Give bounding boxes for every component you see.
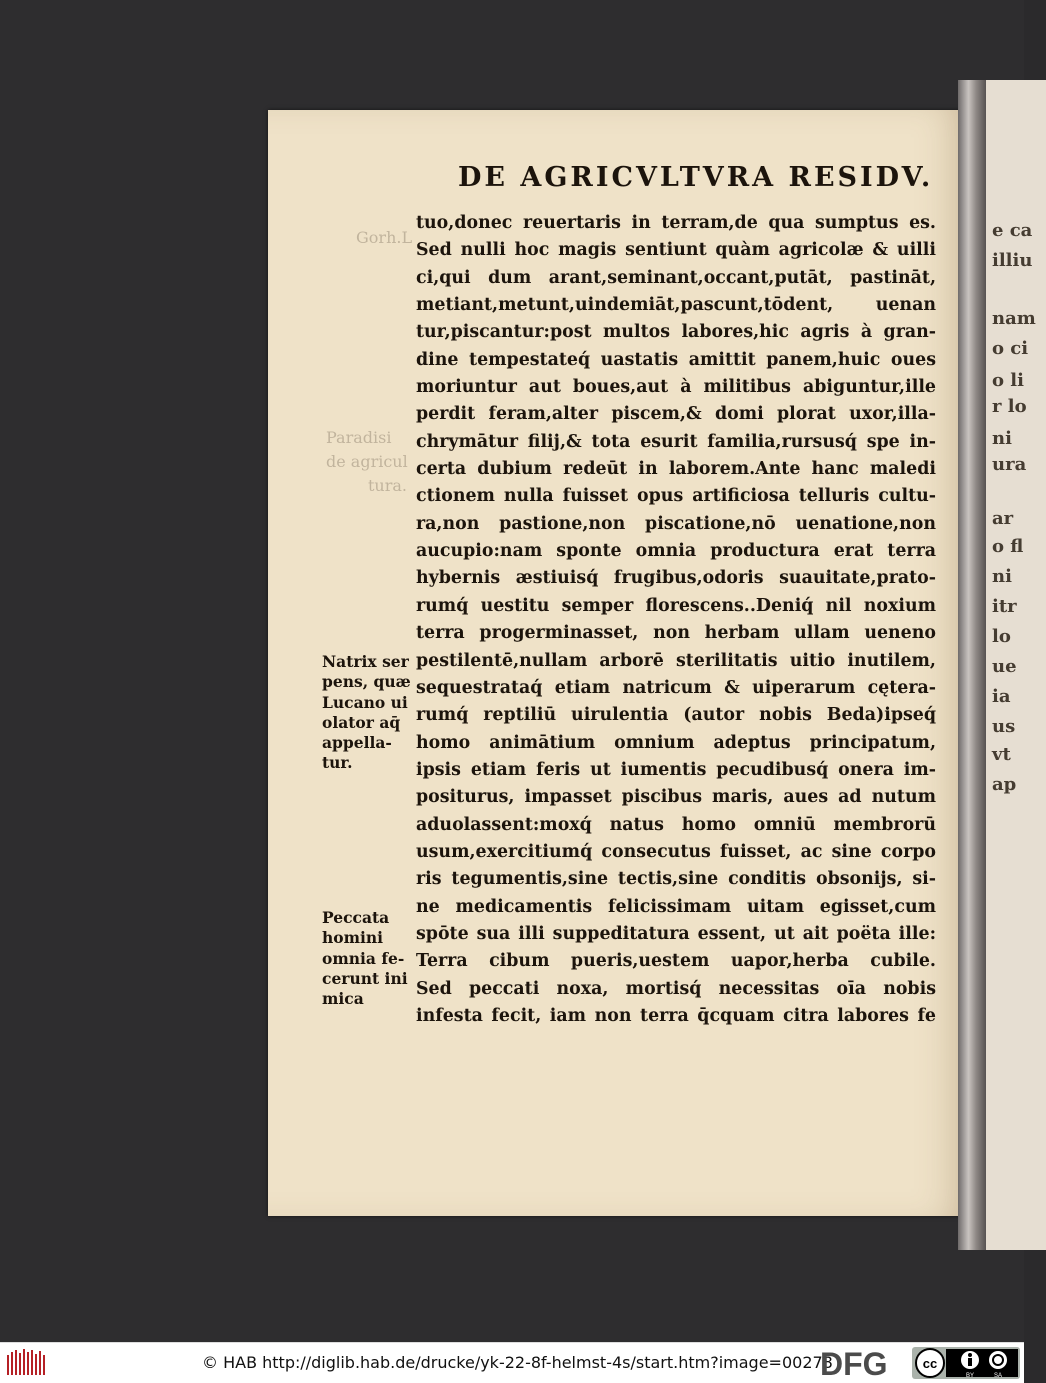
facing-page-fragment: ia (992, 686, 1011, 707)
margin-note-natrix (322, 652, 418, 774)
bleed-through-text: Paradisi (326, 428, 392, 447)
margin-note-line: Natrix ser (322, 652, 409, 671)
text-line: usum,exercitiumq́ consecutus fuisset, ac sine corpo (416, 841, 936, 862)
facing-page-fragment: r lo (992, 396, 1027, 417)
text-line: aucupio:nam sponte omnia productura erat terra (416, 541, 936, 562)
dfg-logo-icon (818, 1346, 908, 1382)
margin-note-line: Peccata (322, 908, 390, 927)
text-line: dine tempestateq́ uastatis amittit panem,huic oues (416, 349, 936, 370)
facing-page-fragment: ni (992, 428, 1012, 449)
text-line: terra progerminasset, non herbam ullam ueneno (416, 623, 936, 644)
book-gutter (958, 80, 988, 1250)
dfg-logo-text: DFG (820, 1346, 888, 1382)
text-line: Terra cibum pueris,uestem uapor,herba cubile. (416, 951, 936, 972)
text-line: aduolassent:moxq́ natus homo omniū membrorū (416, 814, 936, 835)
running-head: DE AGRICVLTVRA RESIDV. (458, 162, 934, 193)
text-line: positurus, impasset piscibus maris, aues ad nutum (416, 787, 936, 808)
text-line: homo animātium omnium adeptus principatum, (416, 732, 936, 753)
margin-note-line: cerunt ini (322, 968, 408, 988)
text-line: ris tegumentis,sine tectis,sine conditis obsonijs, si- (416, 869, 936, 890)
text-line: Sed nulli hoc magis sentiunt quàm agricolæ & uilli (416, 240, 936, 261)
facing-page-fragment: itr (992, 596, 1017, 617)
margin-note-peccata (322, 908, 418, 1009)
text-line: ipsis etiam feris ut iumentis pecudibusq́ onera im- (416, 759, 936, 780)
margin-note-line: homini (322, 928, 384, 948)
facing-page-fragment: o fl (992, 536, 1024, 557)
text-line: perdit feram,alter piscem,& domi plorat uxor,illa- (416, 404, 936, 425)
facing-page-fragment: ar (992, 508, 1014, 529)
margin-note-line: pens, quæ (322, 672, 411, 692)
bleed-through-text: tura. (368, 476, 408, 495)
bleed-through-text: de agricul (326, 452, 408, 471)
text-line: hybernis æstiuisq́ frugibus,odoris suauitate,prato- (416, 568, 936, 589)
margin-note-line: omnia fe- (322, 948, 405, 968)
svg-text:SA: SA (993, 1373, 1003, 1379)
text-line: metiant,metunt,uindemiāt,pascunt,tōdent, uenan (416, 295, 936, 316)
text-line: certa dubium redeūt in laborem.Ante hanc maledi (416, 459, 936, 480)
facing-page-fragment: lo (992, 626, 1011, 647)
facing-page-fragment: ni (992, 566, 1012, 587)
margin-note-line: Lucano ui (322, 692, 408, 712)
body-text (416, 210, 936, 1030)
text-line: infesta fecit, iam non terra q̄cquam citra labores fe (416, 1005, 936, 1026)
text-line: spōte sua illi suppeditatura essent, ut ait poëta ille: (416, 923, 936, 944)
footer-bar (0, 1342, 1024, 1383)
facing-page-fragment: us (992, 716, 1016, 737)
text-line: tur,piscantur:post multos labores,hic agris à gran- (416, 322, 936, 343)
facing-page-fragment: illiu (992, 250, 1033, 271)
barcode-logo-icon (6, 1349, 48, 1377)
svg-text:cc: cc (922, 1356, 938, 1371)
facing-page-fragment: e ca (992, 220, 1033, 241)
facing-page-fragment: vt (992, 744, 1011, 765)
facing-page-fragment: nam (992, 308, 1036, 329)
text-line: rumq́ uestitu semper florescens..Deniq́ nil noxium (416, 595, 936, 616)
text-line: ne medicamentis felicissimam uitam egisset,cum (416, 896, 936, 917)
facing-page-fragment: o li (992, 370, 1024, 391)
facing-page-fragment: ap (992, 774, 1017, 795)
text-line: ci,qui dum arant,seminant,occant,putāt, pastināt, (416, 267, 936, 288)
text-line: moriuntur aut boues,aut à militibus abiguntur,ille (416, 377, 936, 398)
text-line: rumq́ reptiliū uirulentia (autor nobis Beda)ipseq́ (416, 705, 936, 726)
text-line: chrymātur filij,& tota esurit familia,rursusq́ spe in- (416, 431, 936, 452)
text-line: ctionem nulla fuisset opus artificiosa telluris cultu- (416, 486, 936, 507)
cc-by-sa-icon[interactable] (912, 1347, 1020, 1379)
margin-note-line: appella- (322, 733, 392, 753)
text-line: tuo,donec reuertaris in terram,de qua sumptus es. (416, 213, 936, 233)
text-line: sequestrataq́ etiam natricum & uiperarum cętera- (416, 677, 936, 698)
facing-page-fragment: ue (992, 656, 1017, 677)
text-line: ra,non pastione,non piscatione,nō uenatione,non (416, 513, 936, 534)
book-page (268, 110, 968, 1216)
text-line: Sed peccati noxa, mortisq́ necessitas oīa nobis (416, 978, 936, 999)
facing-page-fragment: ura (992, 454, 1027, 475)
copyright-link[interactable]: © HAB http://diglib.hab.de/drucke/yk-22-8f-helmst-4s/start.htm?image=00278 (202, 1353, 833, 1372)
svg-text:BY: BY (965, 1373, 975, 1379)
facing-page-edge (986, 80, 1046, 1250)
facing-page-fragment: o ci (992, 338, 1029, 359)
margin-note-line: tur. (322, 753, 353, 773)
text-line: pestilentē,nullam arborē sterilitatis uitio inutilem, (416, 650, 936, 671)
bleed-through-text: Gorh.L (356, 228, 413, 247)
margin-note-line: mica (322, 989, 364, 1009)
margin-note-line: olator aq̄ (322, 712, 401, 732)
